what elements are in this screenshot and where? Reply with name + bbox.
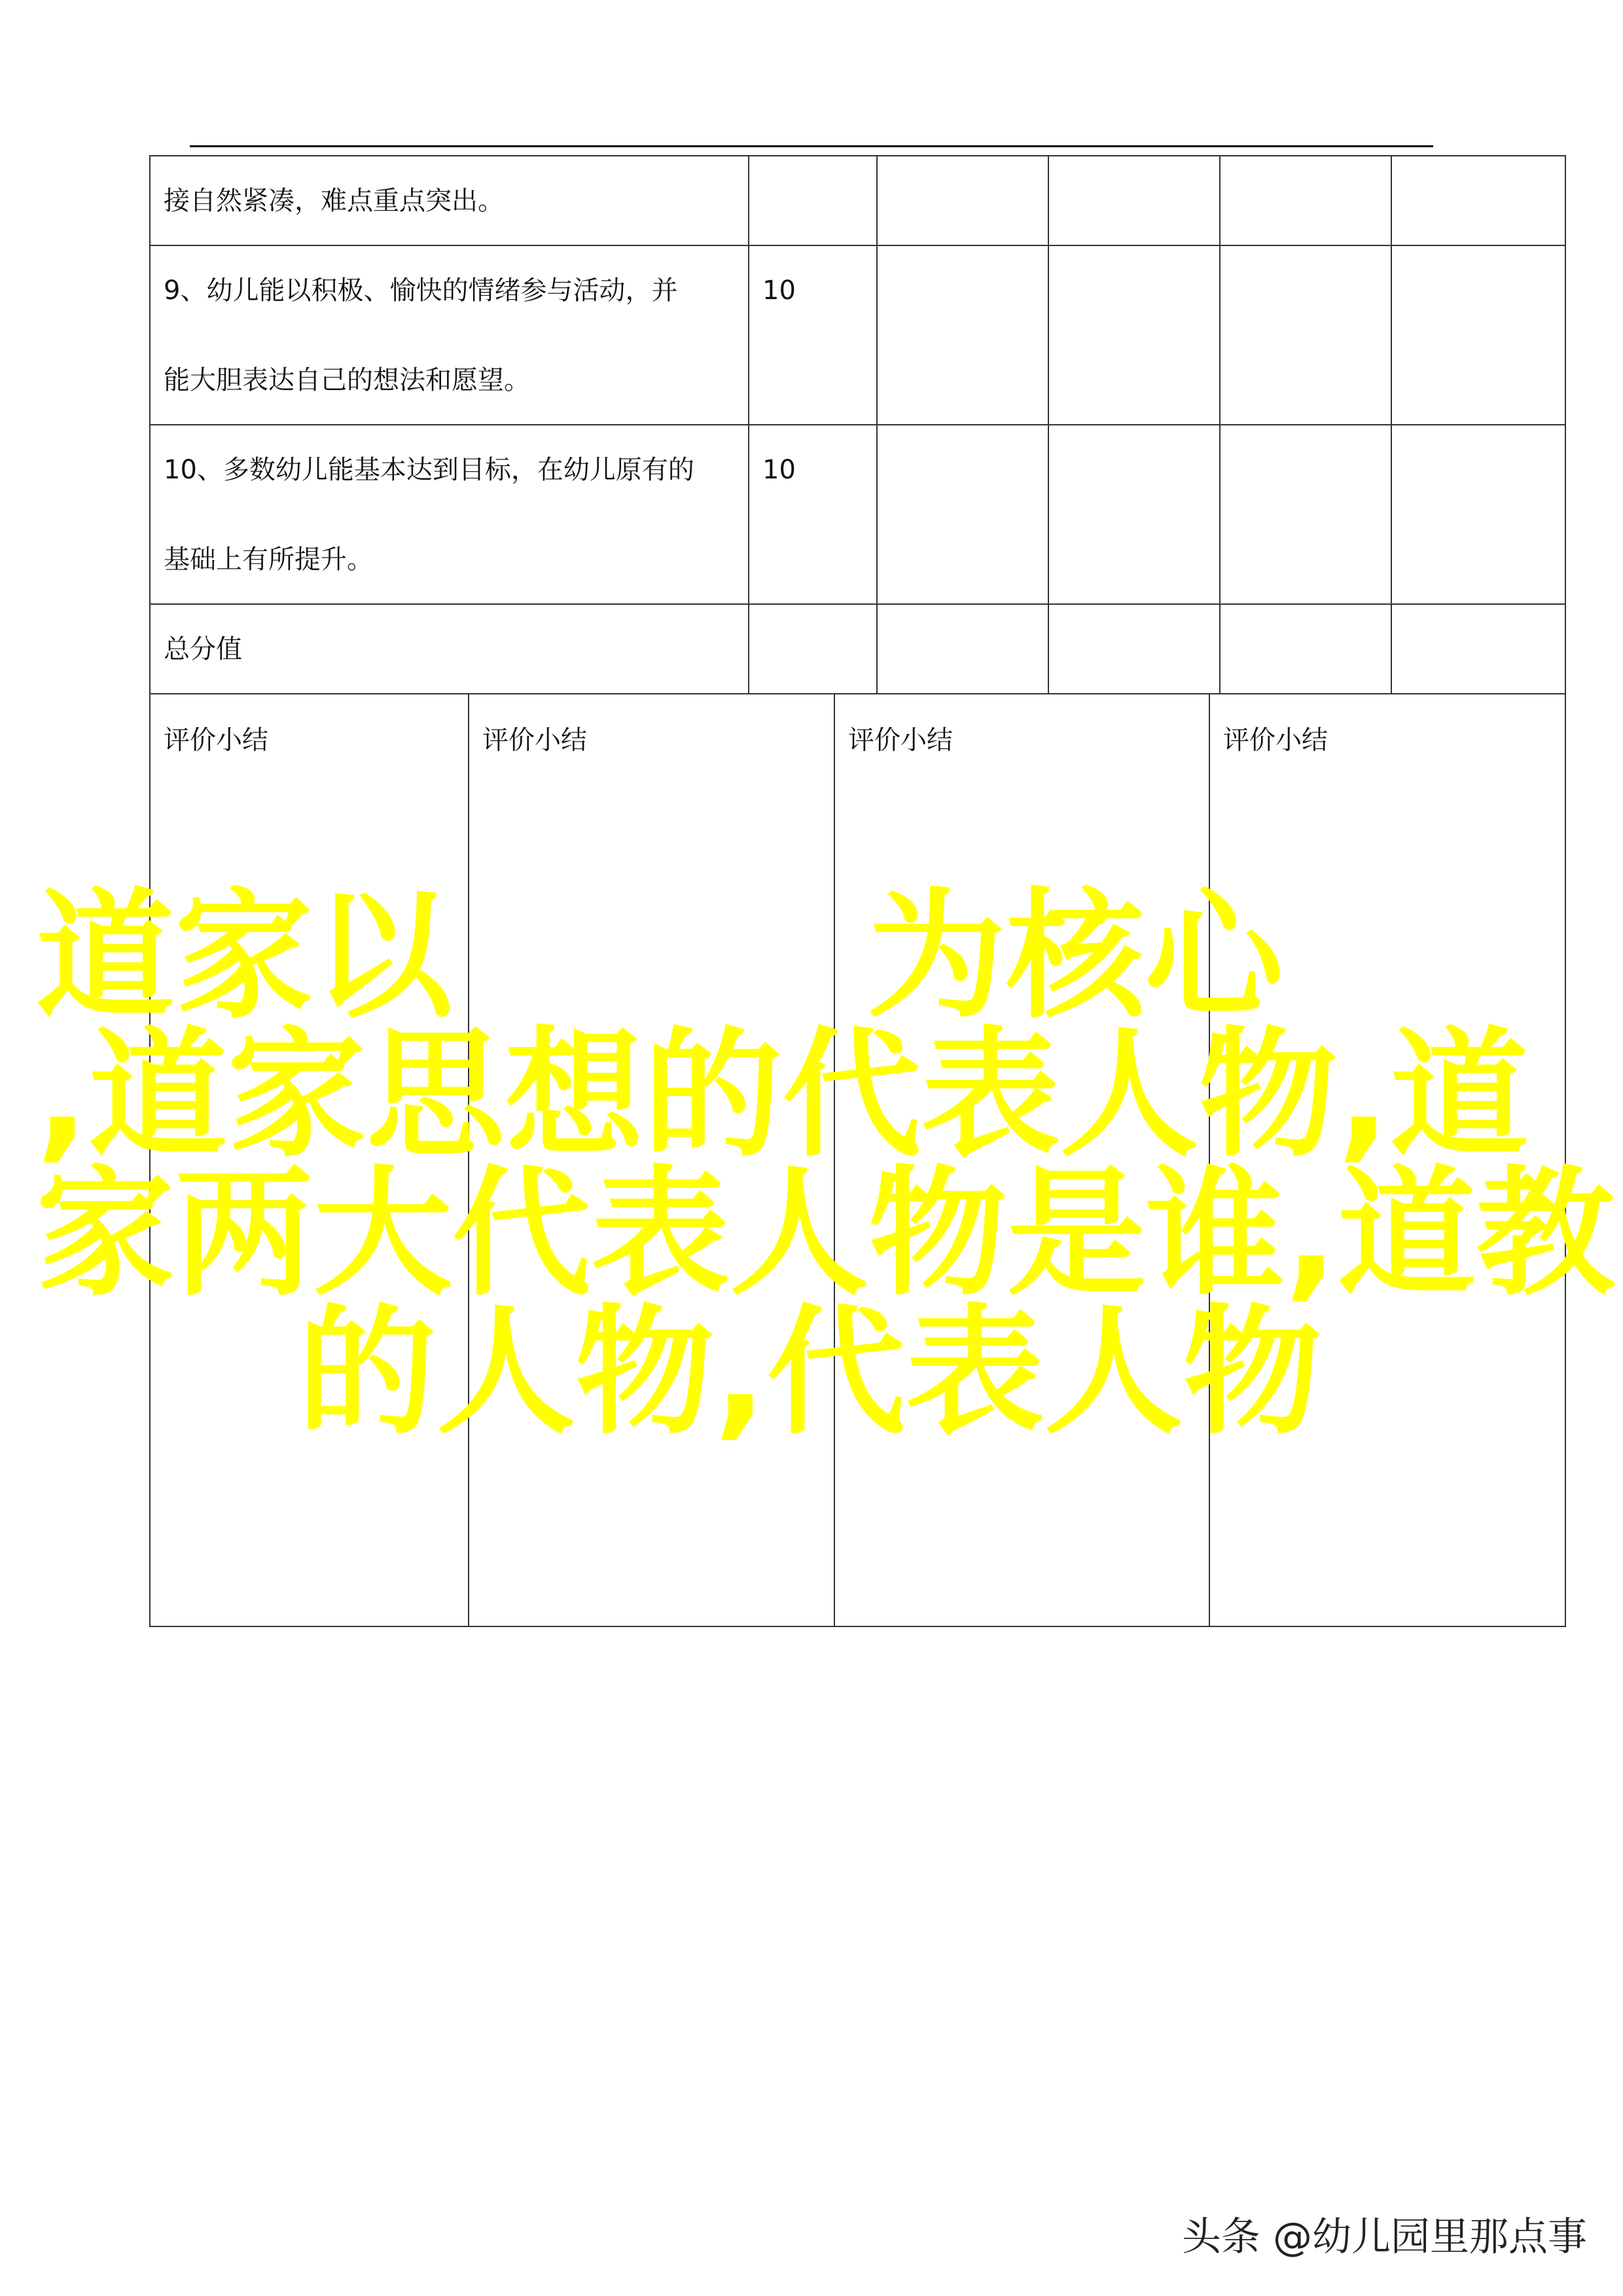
evaluation-summary-label: 评价小结 (482, 725, 587, 755)
criterion-cell (151, 425, 749, 605)
evaluation-summary-label: 评价小结 (1223, 725, 1328, 755)
total-score-label: 总分值 (164, 634, 242, 664)
top-rule (190, 145, 1433, 147)
blank-cell (1049, 425, 1221, 605)
watermark: 头条 @幼儿园里那点事 (1181, 2214, 1587, 2260)
headline-line: 道家以 (36, 875, 452, 1037)
blank-cell (1392, 605, 1566, 694)
criterion-cell (151, 246, 749, 425)
evaluation-summary-label: 评价小结 (848, 725, 953, 755)
score-text: 10 (762, 455, 796, 485)
blank-cell (1049, 605, 1221, 694)
criterion-text: 10、多数幼儿能基本达到目标，在幼儿原有的 (164, 455, 694, 485)
criterion-cell (151, 156, 749, 246)
score-cell (749, 246, 878, 425)
evaluation-table (149, 155, 1566, 694)
score-text: 10 (762, 276, 796, 306)
blank-cell (878, 246, 1049, 425)
headline-line: 的人物,代表人物 (298, 1291, 1322, 1453)
blank-cell (1221, 246, 1392, 425)
score-cell (749, 605, 878, 694)
blank-cell (1049, 156, 1221, 246)
blank-cell (1392, 156, 1566, 246)
criterion-text: 能大胆表达自己的想法和愿望。 (164, 365, 530, 395)
blank-cell (1221, 425, 1392, 605)
blank-cell (1221, 605, 1392, 694)
headline-line: 家两大代表人物是谁,道教 (36, 1153, 1615, 1314)
criterion-cell (151, 605, 749, 694)
headline-line: ,道家思想的代表人物,道 (36, 1014, 1529, 1175)
headline-line: 为核心 (867, 875, 1283, 1037)
score-cell (749, 156, 878, 246)
criterion-text: 9、幼儿能以积极、愉快的情绪参与活动，并 (164, 276, 678, 306)
blank-cell (878, 425, 1049, 605)
score-cell (749, 425, 878, 605)
blank-cell (1392, 246, 1566, 425)
blank-cell (1392, 425, 1566, 605)
blank-cell (878, 605, 1049, 694)
criterion-text: 基础上有所提升。 (164, 545, 373, 575)
blank-cell (878, 156, 1049, 246)
blank-cell (1221, 156, 1392, 246)
blank-cell (1049, 246, 1221, 425)
evaluation-summary-label: 评价小结 (164, 725, 268, 755)
criterion-text: 接自然紧凑，难点重点突出。 (164, 186, 504, 216)
